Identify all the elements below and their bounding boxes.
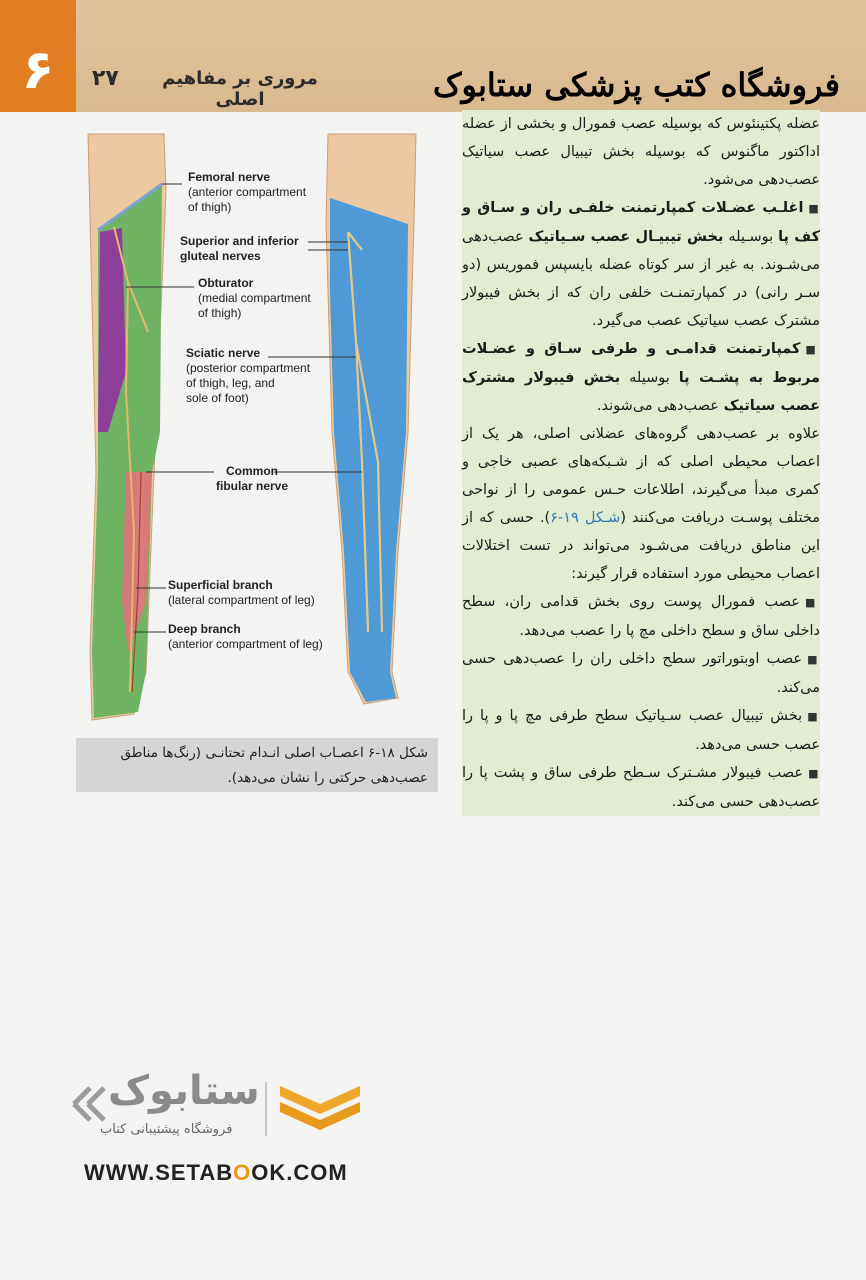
sciatic-nerve-label: Sciatic nerve (posterior compartment of thigh, leg, and sole of foot) <box>186 346 311 405</box>
sciatic-blue-region <box>330 198 408 702</box>
logo-brand: ستابوک <box>108 1068 260 1114</box>
chapter-title: مروری بر مفاهیم اصلی <box>162 68 318 110</box>
chevron-icon <box>74 1088 104 1120</box>
gluteal-nerves-label: Superior and inferior gluteal nerves <box>180 234 299 263</box>
figure-caption: شکل ۱۸-۶ اعصـاب اصلی انـدام تحتانـی (رنگ‌ها مناطق عصب‌دهی حرکتی را نشان می‌دهد). <box>76 738 438 792</box>
femoral-nerve-label: Femoral nerve (anterior compartment of thigh) <box>188 170 307 214</box>
bullet-item: ■ بخش تیبیال عصب سـیاتیک سطح طرفی مچ پا و پا را عصب حسی می‌دهد. <box>462 702 820 759</box>
bullet-item: ■ اغلـب عضـلات کمپارتمنت خلفـی ران و سـاق و کف پا بوسـیله بخش تیبیـال عصب سـیاتیک عصب‌دهی می‌شـوند. به غیر از سر کوتاه عضله بایسپس فموریس (دو سـر رانی) در کمپارتمنـت خلفی ران که از بخش فیبولار مشترک عصب سیاتیک عصب می‌گیرد. <box>462 194 820 335</box>
main-text-column <box>462 110 820 816</box>
obturator-label: Obturator (medial compartment of thigh) <box>198 276 311 320</box>
superficial-branch-label: Superficial branch (lateral compartment of leg) <box>168 578 315 607</box>
bullet-item: ■ عصب فمورال پوست روی بخش قدامی ران، سطح داخلی ساق و سطح داخلی مچ پا را عصب می‌دهد. <box>462 588 820 645</box>
bullet-item: ■ عصب اوبتوراتور سطح داخلی ران را عصب‌دهی حسی می‌کند. <box>462 645 820 702</box>
page-number: ۲۷ <box>92 66 119 91</box>
paragraph: علاوه بر عصب‌دهی گروه‌های عضلانی اصلی، هر یک از اعصاب محیطی اصلی که از شـبکه‌های عصبی خاجی و کمری مبدأ می‌گیرند، اطلاعات حـس عمومی را از نواحی مختلف پوسـت دریافت می‌کنند (شـکل ۱۹-۶). حسی که از این مناطق دریافت می‌شـود می‌تواند در تست اختلالات اعصاب محیطی مورد استفاده قرار گیرند: <box>462 420 820 588</box>
chapter-tab <box>0 0 76 112</box>
website-url: WWW.SETABOOK.COM <box>84 1160 348 1185</box>
bullet-item: ■ کمپارتمنت قدامـی و طرفی سـاق و عضـلات مربوط به پشـت پا بوسیله بخش فیبولار مشترک عصب سیاتیک عصب‌دهی می‌شوند. <box>462 335 820 420</box>
figure-reference-link[interactable]: شـکل ۱۹-۶ <box>550 510 621 526</box>
paragraph: عضله پکتینئوس که بوسیله عصب فمورال و بخشی از عضله اداکتور ماگنوس که بوسیله بخش تیبیال عصب سیاتیک عصب‌دهی می‌شود. <box>462 110 820 194</box>
chapter-number: ۶ <box>21 38 55 101</box>
leg-nerves-figure <box>86 132 436 727</box>
store-title: فروشگاه کتب پزشکی ستابوک <box>432 66 840 104</box>
page-header <box>0 0 866 112</box>
common-fibular-label: Common fibular nerve <box>216 464 289 493</box>
bullet-item: ■ عصب فیبولار مشـترک سـطح طرفی ساق و پشت پا را عصب‌دهی حسی می‌کند. <box>462 759 820 816</box>
deep-branch-label: Deep branch (anterior compartment of leg) <box>168 622 323 651</box>
logo-subtitle: فروشگاه پیشتیبانی کتاب <box>100 1122 233 1137</box>
